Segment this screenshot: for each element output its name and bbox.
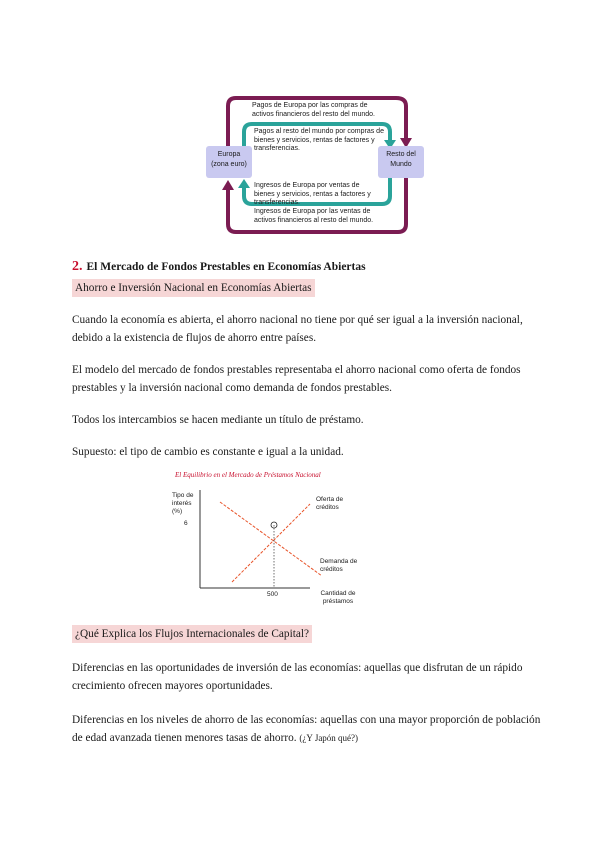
japan-note: (¿Y Japón qué?) [299, 733, 359, 743]
capital-flows-paragraph-2 [72, 711, 542, 747]
outer-top-text: Pagos de Europa por las compras de activos financieros del resto del mundo. [252, 102, 375, 118]
loan-market-chart [170, 470, 370, 610]
capital-flows-paragraph-2-text: Diferencias en los niveles de ahorro de las economías: aquellas con una mayor proporción de población de edad avanzada tienen menores tasas de ahorro. [72, 714, 541, 744]
paragraph-3: Todos los intercambios se hacen mediante un título de préstamo. [72, 414, 364, 426]
resto-mundo-label: Resto del Mundo [386, 151, 416, 168]
outer-arrow-bottom [222, 180, 234, 190]
demand-label: Demanda de créditos [320, 558, 358, 573]
chart-ytick-label: 6 [184, 520, 188, 527]
capital-flows-title: ¿Qué Explica los Flujos Internacionales de Capital? [72, 625, 312, 643]
supply-curve [232, 504, 310, 582]
inner-top-text: Pagos al resto del mundo por compras de bienes y servicios, rentas de factores y transferencias. [254, 128, 384, 152]
inner-arrow-bottom [238, 179, 250, 188]
section-heading [72, 259, 366, 275]
chart-ylabel: Tipo de interés (%) [172, 492, 194, 515]
section-title: El Mercado de Fondos Prestables en Economías Abiertas [86, 261, 366, 273]
chart-svg [170, 470, 370, 610]
subsection-title: Ahorro e Inversión Nacional en Economías Abiertas [72, 279, 315, 297]
chart-xlabel: Cantidad de préstamos [320, 590, 356, 605]
inner-bottom-text: Ingresos de Europa por ventas de bienes y servicios, rentas a factores y transferencias. [254, 182, 371, 206]
flow-diagram [200, 92, 432, 238]
paragraph-2: El modelo del mercado de fondos prestables representaba el ahorro nacional como oferta de fondos prestables y la inversión nacional como demanda de fondos prestables. [72, 364, 521, 394]
paragraph-4: Supuesto: el tipo de cambio es constante e igual a la unidad. [72, 446, 344, 458]
paragraph-1: Cuando la economía es abierta, el ahorro nacional no tiene por qué ser igual a la inversión nacional, debido a la existencia de flujos de ahorro entre países. [72, 314, 523, 344]
capital-flows-paragraph-1: Diferencias en las oportunidades de inversión de las economías: aquellas que disfrutan de un rápido crecimiento ofrecen mayores oportunidades. [72, 662, 523, 692]
chart-xtick-label: 500 [267, 591, 278, 598]
demand-curve [220, 502, 322, 576]
europa-label: Europa (zona euro) [211, 151, 247, 168]
section-number: 2. [72, 259, 83, 274]
chart-title: El Equilibrio en el Mercado de Préstamos Nacional [175, 471, 321, 479]
supply-label: Oferta de créditos [316, 496, 344, 511]
outer-bottom-text: Ingresos de Europa por las ventas de activos financieros al resto del mundo. [254, 208, 374, 224]
